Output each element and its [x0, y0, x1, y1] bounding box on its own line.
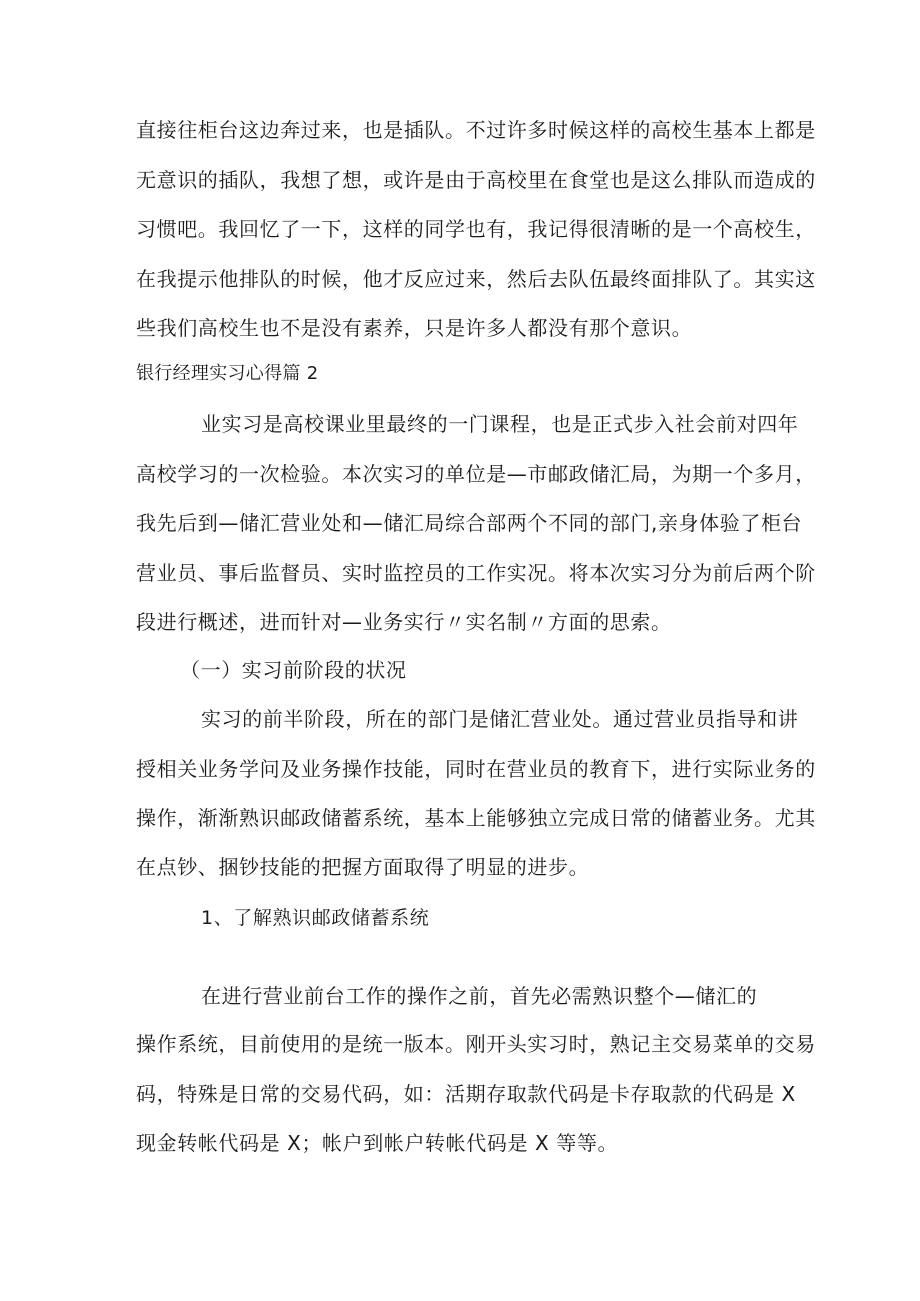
para3-line-1: 实习的前半阶段，所在的部门是储汇营业处。通过营业员指导和讲 [201, 707, 799, 731]
para4-line-3: 码，特殊是日常的交易代码，如：活期存取款代码是卡存取款的代码是 X [136, 1082, 796, 1106]
para2-line-4: 营业员、事后监督员、实时监控员的工作实况。将本次实习分为前后两个阶 [136, 561, 816, 585]
para3-line-3: 操作，渐渐熟识邮政储蓄系统，基本上能够独立完成日常的储蓄业务。尤其 [136, 806, 816, 830]
para4-line-1: 在进行营业前台工作的操作之前，首先必需熟识整个—储汇的 [201, 984, 758, 1008]
subheading: （一）实习前阶段的状况 [180, 658, 407, 682]
numbered-heading: 1、了解熟识邮政储蓄系统 [201, 907, 430, 929]
para1-line-3: 习惯吧。我回忆了一下，这样的同学也有，我记得很清晰的是一个高校生， [136, 217, 816, 241]
para2-line-5: 段进行概述，进而针对—业务实行〃实名制〃方面的思索。 [136, 610, 672, 634]
para3-line-4: 在点钞、捆钞技能的把握方面取得了明显的进步。 [136, 855, 590, 879]
para4-line-2: 操作系统，目前使用的是统一版本。刚开头实习时，熟记主交易菜单的交易 [136, 1032, 816, 1056]
para3-line-2: 授相关业务学问及业务操作技能，同时在营业员的教育下，进行实际业务的 [136, 757, 816, 781]
para1-line-1: 直接往柜台这边奔过来，也是插队。不过许多时候这样的高校生基本上都是 [136, 118, 816, 142]
para2-line-3: 我先后到—储汇营业处和—储汇局综合部两个不同的部门,亲身体验了柜台 [136, 511, 803, 535]
para1-line-4: 在我提示他排队的时候，他才反应过来，然后去队伍最终面排队了。其实这 [136, 267, 816, 291]
para1-line-5: 些我们高校生也不是没有素养，只是许多人都没有那个意识。 [136, 316, 693, 340]
section-heading: 银行经理实习心得篇 2 [136, 363, 319, 384]
para2-line-1: 业实习是高校课业里最终的一门课程，也是正式步入社会前对四年 [201, 412, 799, 436]
para1-line-2: 无意识的插队，我想了想，或许是由于高校里在食堂也是这么排队而造成的 [136, 168, 816, 192]
para2-line-2: 高校学习的一次检验。本次实习的单位是—市邮政储汇局，为期一个多月， [136, 462, 816, 486]
para4-line-4: 现金转帐代码是 X；帐户到帐户转帐代码是 X 等等。 [136, 1131, 619, 1155]
